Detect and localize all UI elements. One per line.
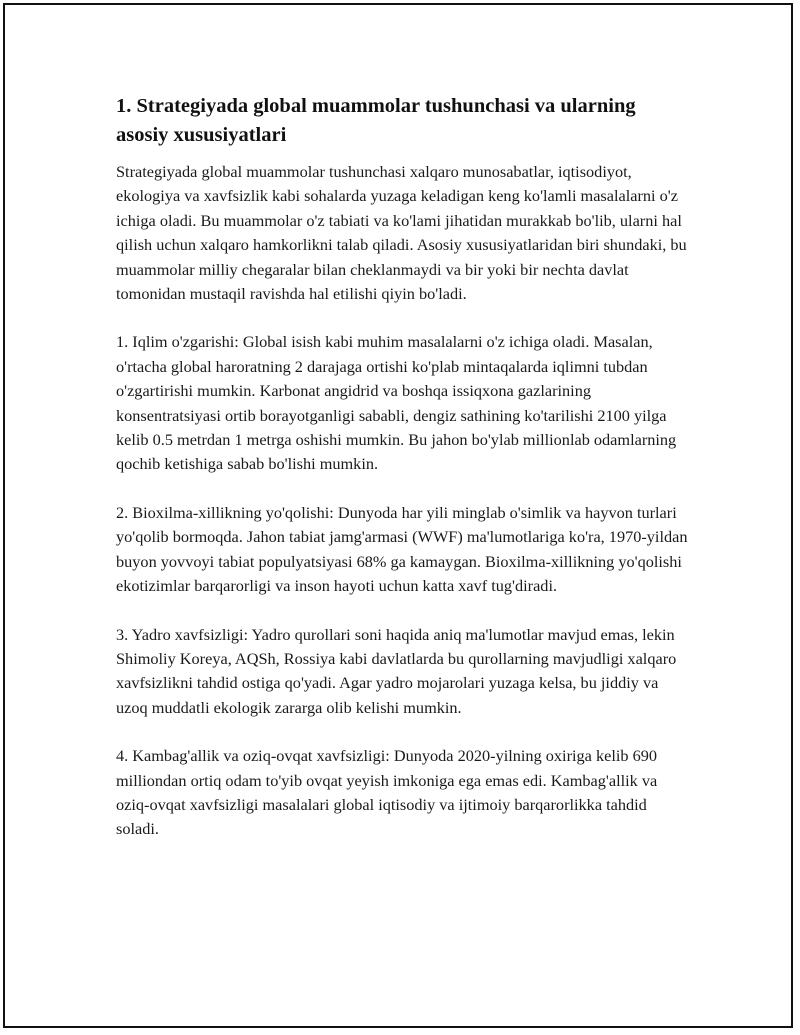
- biodiversity-loss-paragraph: 2. Bioxilma-xillikning yo'qolishi: Dunyoda har yili minglab o'simlik va hayvon turlari yo'qolib bormoqda. Jahon tabiat jamg'armasi (WWF) ma'lumotlariga ko'ra, 1970-yildan buyon yovvoyi tabiat populyatsiyasi 68% ga kamaygan. Bioxilma-xillikning yo'qolishi ekotizimlar barqarorligi va inson hayoti uchun katta xavf tug'diradi.: [116, 502, 688, 596]
- document-body: [116, 92, 688, 866]
- climate-change-paragraph: 1. Iqlim o'zgarishi: Global isish kabi muhim masalalarni o'z ichiga oladi. Masalan, o'rtacha global haroratning 2 darajaga ortishi ko'plab mintaqalarda iqlimni tubdan o'zgartirishi mumkin. Karbonat angidrid va boshqa issiqxona gazlarining konsentratsiyasi ortib borayotganligi sababli, dengiz sathining ko'tarilishi 2100 yilga kelib 0.5 metrdan 1 metrga oshishi mumkin. Bu jahon bo'ylab millionlab odamlarning qochib ketishiga sabab bo'lishi mumkin.: [116, 332, 677, 474]
- document-title: 1. Strategiyada global muammolar tushunchasi va ularning asosiy xususiyatlari: [116, 95, 636, 146]
- intro-paragraph: Strategiyada global muammolar tushunchasi xalqaro munosabatlar, iqtisodiyot, ekologiya va xavfsizlik kabi sohalarda yuzaga keladigan keng ko'lamli masalalarni o'z ichiga oladi. Bu muammolar o'z tabiati va ko'lami jihatidan murakkab bo'lib, ularni hal qilish uchun xalqaro hamkorlikni talab qiladi. Asosiy xususiyatlaridan biri shundaki, bu muammolar milliy chegaralar bilan cheklanmaydi va bir yoki bir nechta davlat tomonidan mustaqil ravishda hal etilishi qiyin bo'ladi.: [116, 162, 687, 304]
- poverty-food-security-paragraph: 4. Kambag'allik va oziq-ovqat xavfsizligi: Dunyoda 2020-yilning oxiriga kelib 690 milliondan ortiq odam to'yib ovqat yeyish imkoniga ega emas edi. Kambag'allik va oziq-ovqat xavfsizligi masalalari global iqtisodiy va ijtimoiy barqarorlikka tahdid soladi.: [116, 746, 658, 839]
- nuclear-security-paragraph: 3. Yadro xavfsizligi: Yadro qurollari soni haqida aniq ma'lumotlar mavjud emas, lekin Shimoliy Koreya, AQSh, Rossiya kabi davlatlarda bu qurollarning mavjudligi xalqaro xavfsizlikni tahdid ostiga qo'yadi. Agar yadro mojarolari yuzaga kelsa, bu jiddiy va uzoq muddatli ekologik zararga olib kelishi mumkin.: [116, 624, 677, 717]
